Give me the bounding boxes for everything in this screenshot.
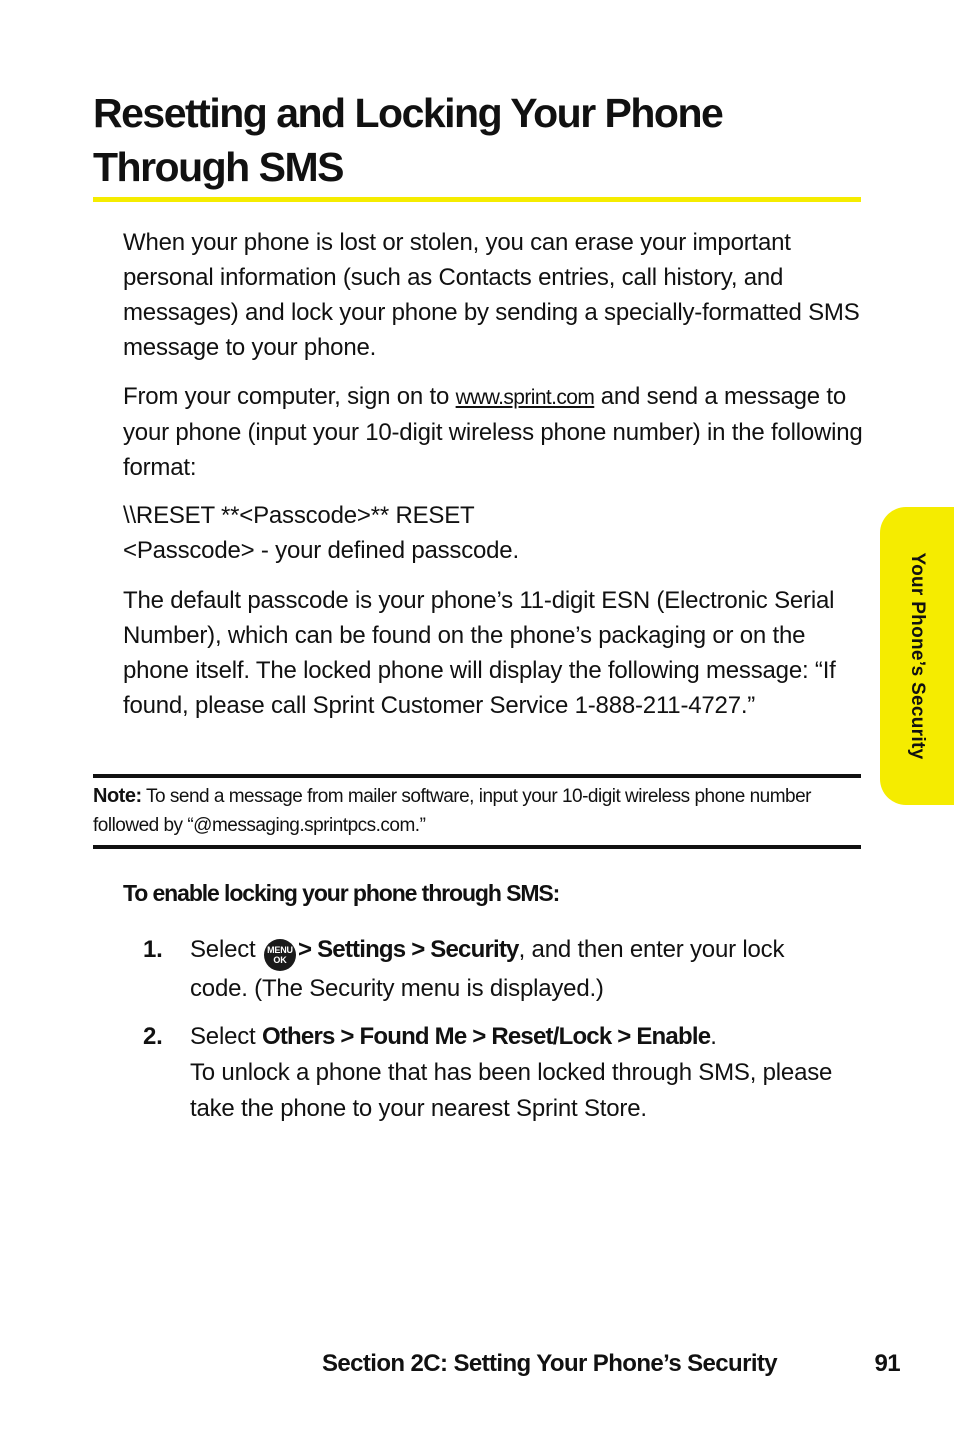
step-2-unlock-text: To unlock a phone that has been locked through SMS, please take the phone to your nearest Sprint Store. — [190, 1059, 833, 1122]
section-side-tab — [880, 507, 954, 805]
footer-section-title: Section 2C: Setting Your Phone’s Security — [322, 1350, 778, 1377]
page-title-line-1: Resetting and Locking Your Phone — [93, 90, 723, 136]
step-2-number: 2. — [143, 1023, 163, 1050]
sms-format-block — [123, 498, 868, 568]
menu-key-bottom-label: OK — [273, 955, 287, 965]
page-title — [93, 86, 873, 194]
intro-text-2-after: and send a message to your phone (input your 10-digit wireless phone number) in the following format: — [123, 383, 863, 481]
step-2-path: Others > Found Me > Reset/Lock > Enable — [261, 1023, 711, 1050]
note-bottom-rule — [93, 845, 861, 849]
intro-text-3: The default passcode is your phone’s 11-digit ESN (Electronic Serial Number), which can be found on the phone’s packaging or on the phone itself. The locked phone will display the following message: “If found, please call Sprint Customer Service 1-888-211-4727.” — [123, 587, 836, 719]
page-footer — [322, 1350, 900, 1378]
sprint-website-link[interactable]: www.sprint.com — [455, 386, 595, 409]
sms-format-line: \\RESET **<Passcode>** RESET — [123, 502, 475, 529]
page-number: 91 — [874, 1350, 900, 1377]
step-1-path: > Settings > Security — [297, 936, 519, 963]
note-box — [93, 782, 861, 840]
step-1-number: 1. — [143, 936, 163, 963]
side-tab-label: Your Phone’s Security — [907, 552, 928, 760]
menu-key-top-label: MENU — [267, 945, 293, 955]
step-1-select: Select — [190, 936, 256, 963]
procedure-heading: To enable locking your phone through SMS: — [123, 880, 560, 906]
step-2-period: . — [710, 1023, 717, 1050]
intro-paragraph-1 — [123, 225, 868, 365]
note-label: Note: — [93, 785, 142, 807]
intro-text-1: When your phone is lost or stolen, you can erase your important personal information (such as Contacts entries, call history, and messages) and lock your phone by sending a specially-formatted SMS message to your phone. — [123, 229, 860, 361]
step-2 — [143, 1019, 843, 1127]
menu-ok-key-icon — [264, 939, 296, 971]
title-divider — [93, 197, 861, 202]
intro-paragraph-3 — [123, 583, 868, 723]
note-text: To send a message from mailer software, input your 10-digit wireless phone number followed by “@messaging.sprintpcs.com.” — [93, 786, 811, 836]
page-title-line-2: Through SMS — [93, 144, 343, 190]
step-1 — [143, 932, 843, 1007]
intro-text-2-before: From your computer, sign on to — [123, 383, 450, 410]
intro-paragraph-2 — [123, 379, 868, 485]
note-top-rule — [93, 774, 861, 778]
step-2-select: Select — [190, 1023, 256, 1050]
passcode-definition: <Passcode> - your defined passcode. — [123, 537, 519, 564]
step-1-rest: , and then enter your lock code. (The Security menu is displayed.) — [190, 936, 785, 1002]
